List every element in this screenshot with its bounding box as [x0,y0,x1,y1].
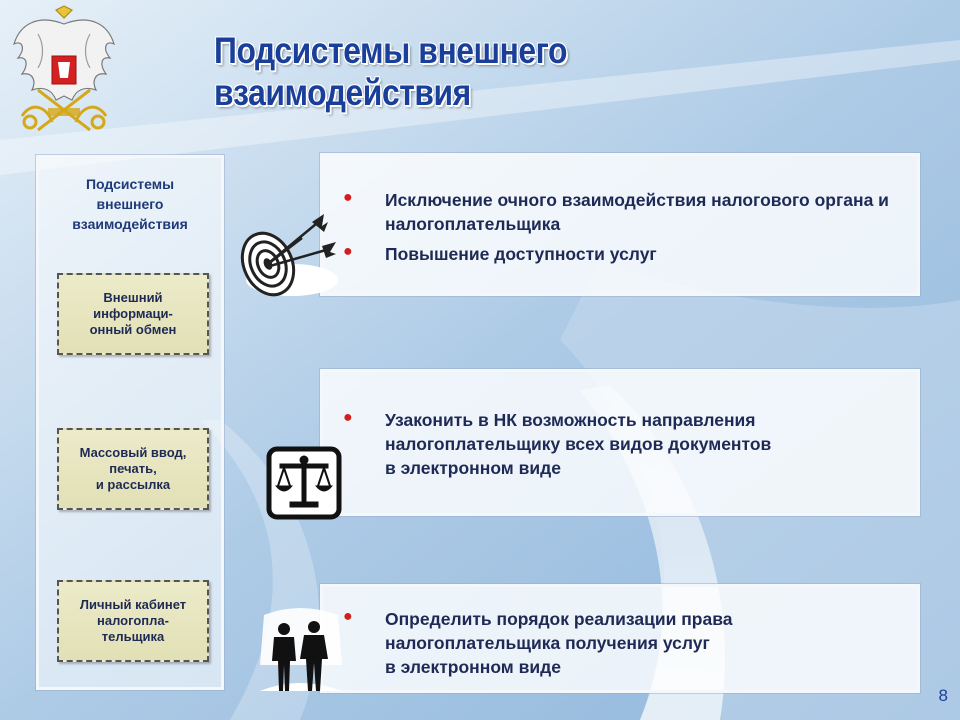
goal-list-1 [341,188,907,266]
goal-item: ● Повышение доступности услуг [343,243,657,264]
goal-item: ● Узаконить в НК возможность направления налогоплательщику всех видов документов в электронном виде [343,409,772,478]
goal-list-3 [341,607,907,679]
goal-panel-2 [320,369,920,516]
goal-panel-3 [320,584,920,693]
subsystems-panel-title: Подсистемы внешнего взаимодействия [72,176,188,232]
goal-list-2 [341,408,907,480]
subsystems-panel [36,155,224,690]
subsystem-box-external-exchange[interactable]: Внешний информаци- онный обмен [57,273,209,355]
coat-of-arms-emblem [8,4,120,136]
subsystem-box-personal-account[interactable]: Личный кабинет налогопла- тельщика [57,580,209,662]
goal-item: ● Исключение очного взаимодействия налогового органа и налогоплательщика [343,189,889,234]
slide-title: Подсистемы внешнего взаимодействия [214,30,568,113]
scales-icon [266,446,342,520]
goal-item: ● Определить порядок реализации права налогоплательщика получения услуг в электронном виде [343,608,733,677]
business-people-icon [254,605,346,697]
page-number: 8 [938,686,948,705]
target-icon [238,208,340,300]
subsystem-box-mass-input[interactable]: Массовый ввод, печать, и рассылка [57,428,209,510]
goal-panel-1 [320,153,920,296]
